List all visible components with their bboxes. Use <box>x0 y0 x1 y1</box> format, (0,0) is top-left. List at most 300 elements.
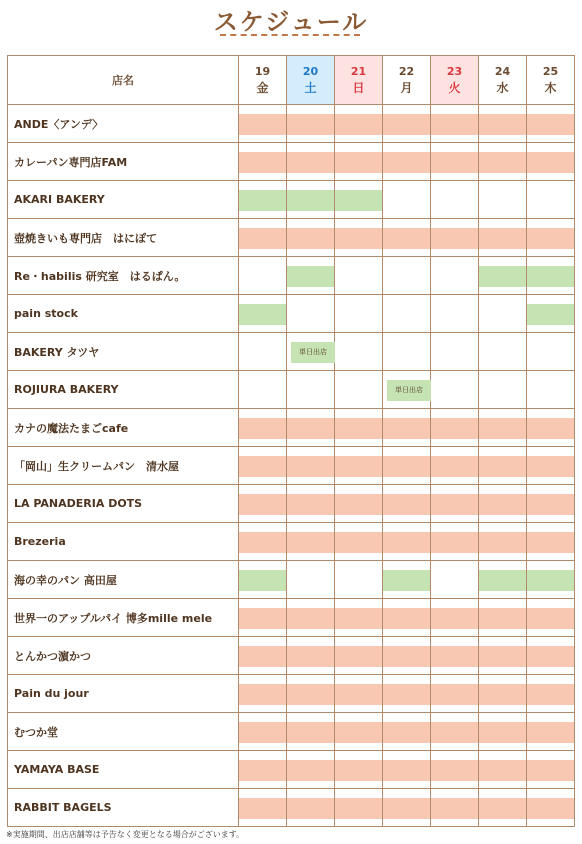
schedule-cell <box>431 371 479 409</box>
table-row <box>8 713 575 751</box>
open-all-days-bar <box>287 684 334 705</box>
schedule-cell <box>383 523 431 561</box>
schedule-cell <box>239 675 287 713</box>
schedule-cell <box>335 599 383 637</box>
open-all-days-bar <box>239 684 286 705</box>
open-all-days-bar <box>479 228 526 249</box>
schedule-cell <box>527 409 575 447</box>
schedule-cell <box>527 789 575 827</box>
schedule-cell <box>383 485 431 523</box>
schedule-cell <box>287 485 335 523</box>
open-all-days-bar <box>527 152 574 173</box>
schedule-cell <box>239 295 287 333</box>
table-row <box>8 409 575 447</box>
schedule-cell <box>335 485 383 523</box>
open-all-days-bar <box>335 456 382 477</box>
open-all-days-bar <box>479 456 526 477</box>
day-date: 19 <box>254 65 271 78</box>
schedule-cell <box>239 599 287 637</box>
open-all-days-bar <box>431 646 478 667</box>
schedule-cell <box>479 295 527 333</box>
schedule-cell <box>431 789 479 827</box>
schedule-cell <box>479 181 527 219</box>
schedule-cell <box>479 333 527 371</box>
shop-name: 壺焼きいも専門店 はにぽて <box>8 219 239 257</box>
schedule-cell <box>527 219 575 257</box>
day-date: 23 <box>446 65 463 78</box>
shop-name: YAMAYA BASE <box>8 751 239 789</box>
table-row <box>8 181 575 219</box>
table-row <box>8 257 575 295</box>
schedule-cell <box>287 637 335 675</box>
shop-name: RABBIT BAGELS <box>8 789 239 827</box>
day-date: 25 <box>542 65 559 78</box>
schedule-cell <box>431 409 479 447</box>
open-all-days-bar <box>239 760 286 781</box>
schedule-cell <box>527 447 575 485</box>
schedule-cell <box>383 713 431 751</box>
open-all-days-bar <box>431 760 478 781</box>
open-day-bar <box>239 304 286 325</box>
schedule-cell <box>383 751 431 789</box>
schedule-cell <box>383 181 431 219</box>
day-date: 22 <box>398 65 415 78</box>
table-row <box>8 333 575 371</box>
schedule-cell <box>383 675 431 713</box>
schedule-cell <box>383 105 431 143</box>
open-all-days-bar <box>527 646 574 667</box>
open-all-days-bar <box>239 228 286 249</box>
shop-name: Brezeria <box>8 523 239 561</box>
schedule-cell <box>287 295 335 333</box>
table-row <box>8 447 575 485</box>
open-all-days-bar <box>287 798 334 819</box>
schedule-cell <box>431 333 479 371</box>
schedule-cell <box>335 105 383 143</box>
schedule-cell <box>335 637 383 675</box>
schedule-cell <box>431 523 479 561</box>
schedule-cell <box>239 447 287 485</box>
table-row <box>8 599 575 637</box>
schedule-cell <box>239 751 287 789</box>
schedule-cell <box>287 789 335 827</box>
schedule-cell <box>287 675 335 713</box>
open-day-bar <box>287 266 334 287</box>
schedule-cell <box>335 447 383 485</box>
schedule-cell <box>527 295 575 333</box>
open-all-days-bar <box>527 418 574 439</box>
schedule-cell <box>239 105 287 143</box>
open-all-days-bar <box>287 722 334 743</box>
open-all-days-bar <box>239 798 286 819</box>
open-day-bar <box>239 190 286 211</box>
open-all-days-bar <box>383 494 430 515</box>
shop-name: 「岡山」生クリームパン 清水屋 <box>8 447 239 485</box>
open-all-days-bar <box>239 456 286 477</box>
schedule-cell <box>239 637 287 675</box>
open-all-days-bar <box>239 646 286 667</box>
table-row <box>8 523 575 561</box>
open-all-days-bar <box>287 418 334 439</box>
page-title: スケジュール <box>213 8 369 36</box>
open-all-days-bar <box>335 228 382 249</box>
open-all-days-bar <box>287 114 334 135</box>
table-row <box>8 371 575 409</box>
day-header <box>239 56 287 105</box>
shop-name-header: 店名 <box>8 56 239 105</box>
title-underline <box>220 34 360 36</box>
schedule-cell <box>239 713 287 751</box>
schedule-cell <box>527 333 575 371</box>
open-all-days-bar <box>287 760 334 781</box>
open-all-days-bar <box>335 760 382 781</box>
schedule-cell <box>431 637 479 675</box>
one-day-tag: 単日出店 <box>291 342 335 363</box>
open-all-days-bar <box>431 608 478 629</box>
schedule-cell <box>479 447 527 485</box>
open-all-days-bar <box>287 494 334 515</box>
table-row <box>8 105 575 143</box>
schedule-cell <box>383 637 431 675</box>
open-day-bar <box>335 190 382 211</box>
shop-name: ROJIURA BAKERY <box>8 371 239 409</box>
open-day-bar <box>383 570 430 591</box>
open-all-days-bar <box>527 228 574 249</box>
open-all-days-bar <box>479 532 526 553</box>
open-all-days-bar <box>239 494 286 515</box>
schedule-cell <box>431 447 479 485</box>
schedule-cell <box>479 371 527 409</box>
table-row <box>8 789 575 827</box>
open-all-days-bar <box>239 722 286 743</box>
schedule-cell <box>335 523 383 561</box>
schedule-cell <box>479 789 527 827</box>
open-all-days-bar <box>479 646 526 667</box>
schedule-cell <box>335 295 383 333</box>
schedule-cell <box>335 333 383 371</box>
schedule-cell <box>527 561 575 599</box>
schedule-cell <box>431 219 479 257</box>
open-all-days-bar <box>239 608 286 629</box>
schedule-cell <box>287 219 335 257</box>
schedule-cell <box>431 561 479 599</box>
schedule-cell <box>287 181 335 219</box>
shop-name: BAKERY タツヤ <box>8 333 239 371</box>
schedule-cell <box>527 257 575 295</box>
open-all-days-bar <box>383 798 430 819</box>
open-all-days-bar <box>479 494 526 515</box>
open-all-days-bar <box>335 798 382 819</box>
schedule-cell <box>479 523 527 561</box>
open-day-bar <box>479 266 526 287</box>
day-weekday: 火 <box>448 81 461 95</box>
shop-name: カレーパン専門店FAM <box>8 143 239 181</box>
open-all-days-bar <box>479 114 526 135</box>
open-day-bar <box>527 570 574 591</box>
schedule-cell <box>479 219 527 257</box>
table-row <box>8 143 575 181</box>
schedule-cell <box>527 371 575 409</box>
schedule-cell <box>239 561 287 599</box>
schedule-cell <box>239 143 287 181</box>
table-row <box>8 295 575 333</box>
schedule-cell <box>383 561 431 599</box>
day-date: 21 <box>350 65 367 78</box>
schedule-cell <box>479 751 527 789</box>
schedule-cell <box>383 789 431 827</box>
table-row <box>8 675 575 713</box>
open-all-days-bar <box>431 494 478 515</box>
open-all-days-bar <box>527 494 574 515</box>
schedule-cell <box>383 333 431 371</box>
schedule-cell <box>383 371 431 409</box>
day-header <box>383 56 431 105</box>
schedule-cell <box>527 143 575 181</box>
schedule-cell <box>527 713 575 751</box>
shop-name: AKARI BAKERY <box>8 181 239 219</box>
open-all-days-bar <box>335 418 382 439</box>
table-row <box>8 485 575 523</box>
schedule-cell <box>383 599 431 637</box>
schedule-cell <box>239 181 287 219</box>
open-all-days-bar <box>287 152 334 173</box>
schedule-cell <box>431 485 479 523</box>
open-all-days-bar <box>479 798 526 819</box>
schedule-cell <box>383 143 431 181</box>
day-date: 20 <box>302 65 319 78</box>
schedule-cell <box>239 485 287 523</box>
open-all-days-bar <box>527 760 574 781</box>
schedule-cell <box>479 485 527 523</box>
schedule-cell <box>287 599 335 637</box>
schedule-cell <box>287 751 335 789</box>
day-header <box>335 56 383 105</box>
schedule-cell <box>479 599 527 637</box>
day-header <box>287 56 335 105</box>
schedule-cell <box>479 409 527 447</box>
table-row <box>8 637 575 675</box>
day-weekday: 水 <box>496 81 509 95</box>
schedule-cell <box>335 257 383 295</box>
schedule-cell <box>527 523 575 561</box>
shop-name: Re・habilis 研究室 はるぱん。 <box>8 257 239 295</box>
open-all-days-bar <box>335 608 382 629</box>
schedule-cell <box>239 789 287 827</box>
open-all-days-bar <box>527 798 574 819</box>
shop-name: カナの魔法たまごcafe <box>8 409 239 447</box>
schedule-cell <box>431 675 479 713</box>
schedule-cell <box>479 713 527 751</box>
open-all-days-bar <box>239 418 286 439</box>
schedule-cell <box>479 637 527 675</box>
open-all-days-bar <box>287 646 334 667</box>
schedule-cell <box>527 105 575 143</box>
schedule-cell <box>239 371 287 409</box>
day-date: 24 <box>494 65 511 78</box>
table-row <box>8 561 575 599</box>
open-all-days-bar <box>431 152 478 173</box>
open-all-days-bar <box>431 456 478 477</box>
schedule-cell <box>335 371 383 409</box>
day-header <box>479 56 527 105</box>
schedule-cell <box>431 751 479 789</box>
open-all-days-bar <box>239 152 286 173</box>
open-all-days-bar <box>335 114 382 135</box>
open-all-days-bar <box>335 684 382 705</box>
open-all-days-bar <box>527 532 574 553</box>
day-weekday: 月 <box>400 81 413 95</box>
open-all-days-bar <box>383 722 430 743</box>
schedule-cell <box>287 713 335 751</box>
schedule-table <box>7 55 575 827</box>
day-weekday: 土 <box>304 81 317 95</box>
open-day-bar <box>479 570 526 591</box>
open-all-days-bar <box>383 228 430 249</box>
schedule-cell <box>335 409 383 447</box>
open-all-days-bar <box>383 418 430 439</box>
schedule-cell <box>335 181 383 219</box>
schedule-cell <box>383 295 431 333</box>
schedule-cell <box>287 523 335 561</box>
open-day-bar <box>527 266 574 287</box>
schedule-cell <box>239 333 287 371</box>
footnote: ※実施期間、出店店舗等は予告なく変更となる場合がございます。 <box>6 830 245 839</box>
schedule-cell <box>335 751 383 789</box>
schedule-cell <box>335 561 383 599</box>
schedule-cell <box>287 105 335 143</box>
open-all-days-bar <box>431 798 478 819</box>
open-all-days-bar <box>431 418 478 439</box>
table-row <box>8 751 575 789</box>
open-all-days-bar <box>431 684 478 705</box>
open-day-bar <box>239 570 286 591</box>
day-weekday: 金 <box>256 81 269 95</box>
schedule-cell <box>335 143 383 181</box>
schedule-cell <box>527 599 575 637</box>
schedule-cell <box>239 409 287 447</box>
shop-name: pain stock <box>8 295 239 333</box>
schedule-cell <box>431 713 479 751</box>
shop-name: Pain du jour <box>8 675 239 713</box>
schedule-cell <box>479 675 527 713</box>
header-row <box>8 56 575 105</box>
open-all-days-bar <box>239 532 286 553</box>
schedule-cell <box>239 257 287 295</box>
schedule-cell <box>287 333 335 371</box>
schedule-cell <box>335 675 383 713</box>
schedule-cell <box>479 143 527 181</box>
one-day-tag: 単日出店 <box>387 380 431 401</box>
open-all-days-bar <box>335 722 382 743</box>
open-all-days-bar <box>383 114 430 135</box>
schedule-cell <box>239 523 287 561</box>
schedule-cell <box>287 257 335 295</box>
open-all-days-bar <box>527 456 574 477</box>
open-day-bar <box>287 190 334 211</box>
schedule-cell <box>431 143 479 181</box>
schedule-cell <box>383 257 431 295</box>
open-all-days-bar <box>383 532 430 553</box>
open-all-days-bar <box>383 152 430 173</box>
open-all-days-bar <box>287 456 334 477</box>
schedule-cell <box>287 143 335 181</box>
open-all-days-bar <box>431 532 478 553</box>
shop-name: 世界一のアップルパイ 博多mille mele <box>8 599 239 637</box>
open-all-days-bar <box>335 646 382 667</box>
day-weekday: 日 <box>352 81 365 95</box>
open-all-days-bar <box>335 532 382 553</box>
schedule-cell <box>335 789 383 827</box>
open-all-days-bar <box>479 418 526 439</box>
open-all-days-bar <box>431 114 478 135</box>
open-all-days-bar <box>287 608 334 629</box>
schedule-cell <box>527 637 575 675</box>
schedule-cell <box>431 105 479 143</box>
open-all-days-bar <box>335 494 382 515</box>
open-all-days-bar <box>479 684 526 705</box>
schedule-cell <box>335 713 383 751</box>
schedule-cell <box>335 219 383 257</box>
day-header <box>527 56 575 105</box>
schedule-cell <box>527 675 575 713</box>
shop-name: とんかつ濵かつ <box>8 637 239 675</box>
open-all-days-bar <box>479 608 526 629</box>
day-weekday: 木 <box>544 81 557 95</box>
open-all-days-bar <box>527 684 574 705</box>
open-all-days-bar <box>479 722 526 743</box>
open-all-days-bar <box>383 456 430 477</box>
open-all-days-bar <box>479 760 526 781</box>
open-all-days-bar <box>287 228 334 249</box>
open-all-days-bar <box>527 722 574 743</box>
day-header <box>431 56 479 105</box>
shop-name: ANDE〈アンデ〉 <box>8 105 239 143</box>
schedule-cell <box>431 599 479 637</box>
schedule-cell <box>287 371 335 409</box>
schedule-cell <box>383 447 431 485</box>
schedule-cell <box>479 257 527 295</box>
open-all-days-bar <box>335 152 382 173</box>
open-all-days-bar <box>527 114 574 135</box>
open-all-days-bar <box>287 532 334 553</box>
schedule-cell <box>383 409 431 447</box>
open-all-days-bar <box>527 608 574 629</box>
open-all-days-bar <box>431 722 478 743</box>
table-row <box>8 219 575 257</box>
open-all-days-bar <box>431 228 478 249</box>
schedule-cell <box>287 409 335 447</box>
schedule-cell <box>527 181 575 219</box>
shop-name: むつか堂 <box>8 713 239 751</box>
schedule-cell <box>527 751 575 789</box>
open-all-days-bar <box>383 684 430 705</box>
schedule-cell <box>287 561 335 599</box>
schedule-cell <box>431 181 479 219</box>
open-day-bar <box>527 304 574 325</box>
schedule-cell <box>431 295 479 333</box>
open-all-days-bar <box>383 608 430 629</box>
open-all-days-bar <box>383 760 430 781</box>
schedule-cell <box>431 257 479 295</box>
shop-name: 海の幸のパン 高田屋 <box>8 561 239 599</box>
open-all-days-bar <box>383 646 430 667</box>
schedule-cell <box>479 105 527 143</box>
schedule-cell <box>287 447 335 485</box>
schedule-body <box>8 105 575 827</box>
shop-name: LA PANADERIA DOTS <box>8 485 239 523</box>
open-all-days-bar <box>239 114 286 135</box>
schedule-cell <box>479 561 527 599</box>
